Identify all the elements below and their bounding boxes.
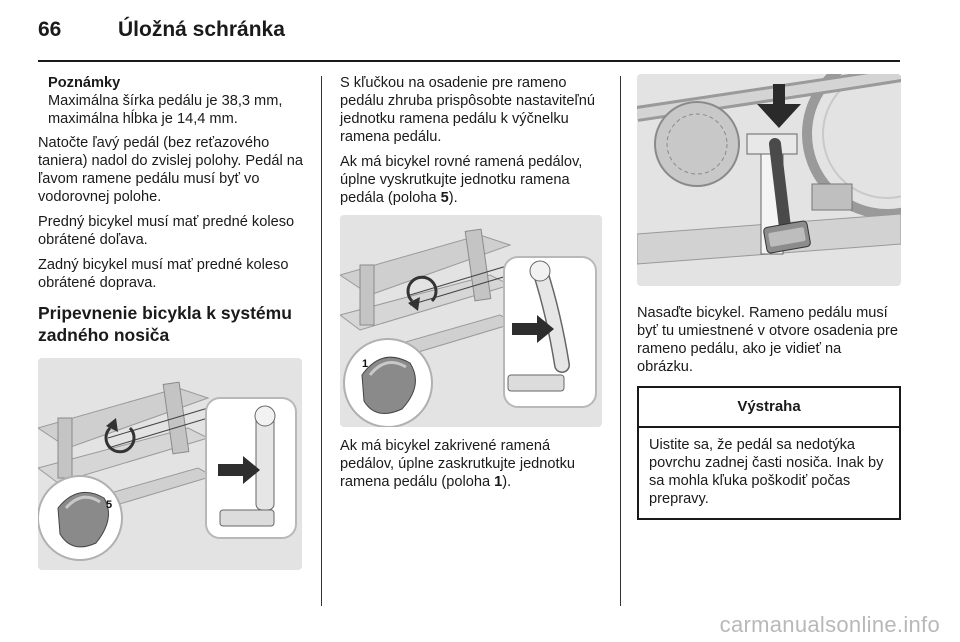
header-divider <box>38 60 900 62</box>
bike-mount-illustration <box>637 74 901 286</box>
paragraph: Ak má bicykel zakrivené ramená pedálov, úplne zaskrutkujte jednotku ramena pedálu (poloha 1). <box>340 438 576 490</box>
watermark: carmanualsonline.info <box>719 612 940 637</box>
carrier-illustration <box>340 215 602 427</box>
warning-box <box>637 386 901 520</box>
paragraph: Natočte ľavý pedál (bez reťazového taniera) nadol do zvislej polohy. Pedál na ľavom ramene pedálu musí byť vo vodorovnej polohe. <box>38 135 304 205</box>
page-title: Úložná schránka <box>118 18 285 41</box>
carrier-illustration <box>38 358 302 570</box>
note-title: Poznámky <box>48 75 121 91</box>
paragraph: Ak má bicykel rovné ramená pedálov, úplne vyskrutkujte jednotku ramena pedála (poloha 5). <box>340 154 583 206</box>
paragraph: Zadný bicykel musí mať predné koleso obrátené doprava. <box>38 257 289 291</box>
column-1 <box>38 74 306 570</box>
paragraph: Predný bicykel musí mať predné koleso obrátené doľava. <box>38 214 295 248</box>
column-divider-2 <box>620 76 621 606</box>
paragraph: S kľučkou na osadenie pre rameno pedálu zhruba prispôsobte nastaviteľnú jednotku ramena pedálu k výčnelku ramena pedálu. <box>340 75 595 145</box>
position-number: 1 <box>494 474 503 490</box>
page-header <box>38 16 900 52</box>
warning-text: Uistite sa, že pedál sa nedotýka povrchu zadnej časti nosiča. Inak by sa mohla kľuka poškodiť počas prepravy. <box>649 437 884 507</box>
figure-label-5: 5 <box>106 499 113 511</box>
figure-label-1: 1 <box>362 358 369 370</box>
note-text: Maximálna šírka pedálu je 38,3 mm, maximálna hĺbka je 14,4 mm. <box>48 93 283 127</box>
section-heading: Pripevnenie bicykla k systému zadného nosiča <box>38 303 292 345</box>
figure-carrier-adjust-pos5 <box>38 358 302 570</box>
warning-title: Výstraha <box>639 388 899 428</box>
page-number: 66 <box>38 18 62 41</box>
column-divider-1 <box>321 76 322 606</box>
figure-bike-mounted <box>637 74 901 286</box>
column-3 <box>637 74 901 520</box>
column-2 <box>340 74 608 498</box>
note-block <box>48 74 306 128</box>
figure-carrier-adjust-pos1 <box>340 215 602 427</box>
paragraph: Nasaďte bicykel. Rameno pedálu musí byť tu umiestnené v otvore osadenia pre rameno pedálu, ako je vidieť na obrázku. <box>637 305 899 375</box>
position-number: 5 <box>440 190 449 206</box>
